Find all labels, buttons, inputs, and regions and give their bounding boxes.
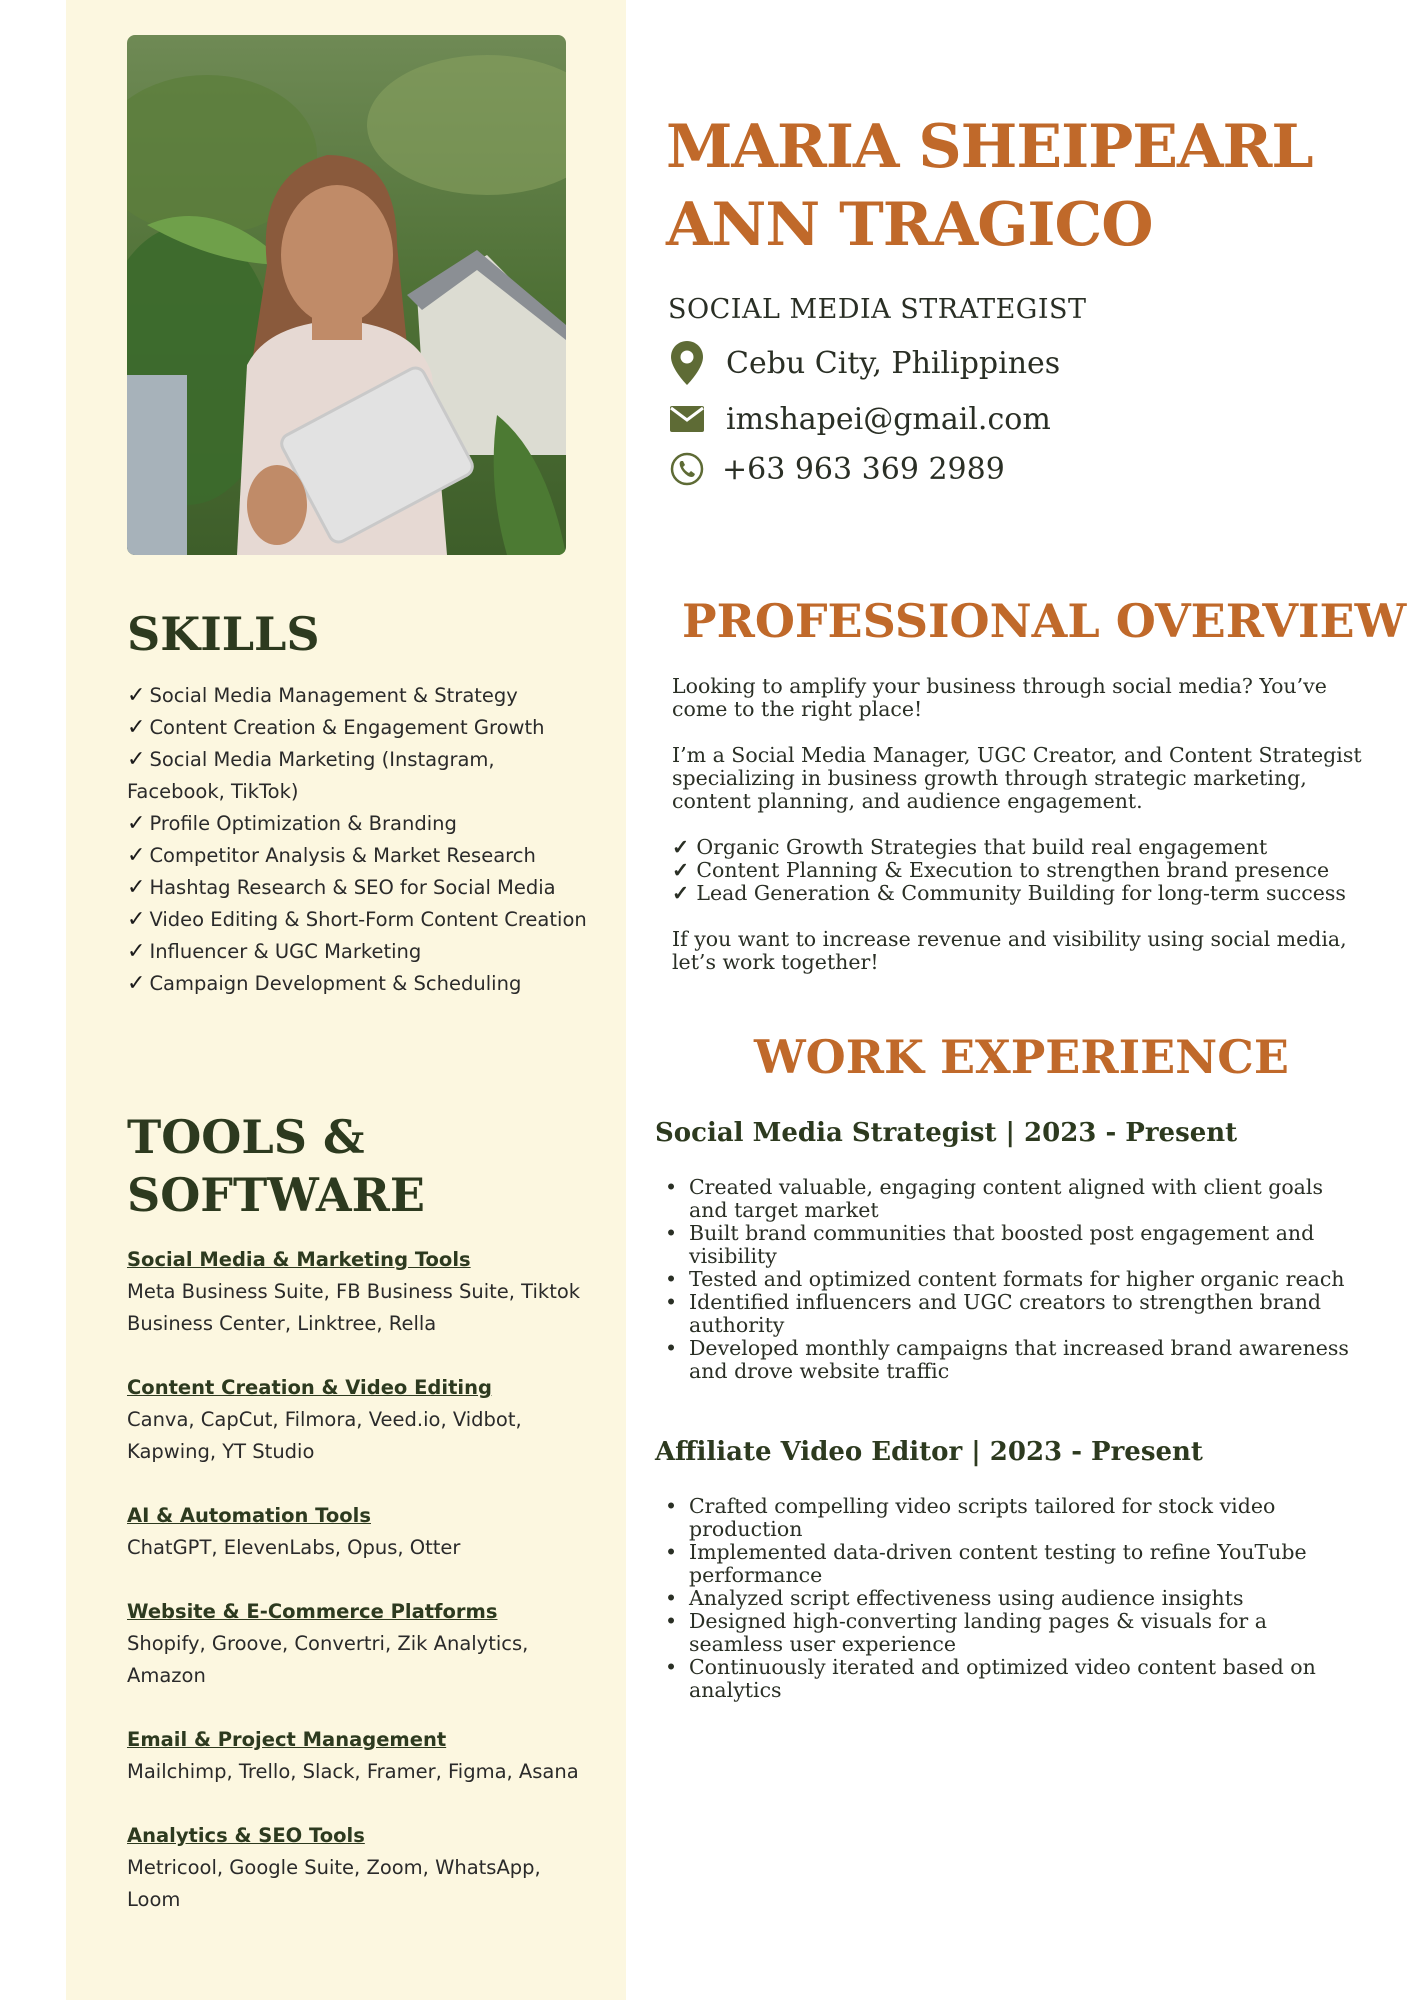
tools-heading-line1: TOOLS & <box>127 1110 365 1164</box>
job-point: • Created valuable, engaging content aligned with client goals and target market <box>655 1176 1360 1222</box>
tool-group <box>127 1820 597 1916</box>
tool-category: Website & E-Commerce Platforms <box>127 1600 498 1623</box>
tool-items: Canva, CapCut, Filmora, Veed.io, Vidbot, Kapwing, YT Studio <box>127 1408 522 1463</box>
tool-group <box>127 1372 597 1468</box>
tools-heading-line2: SOFTWARE <box>127 1168 425 1222</box>
job-point: • Analyzed script effectiveness using audience insights <box>655 1587 1360 1610</box>
overview-bullet <box>672 859 1372 882</box>
overview-bullet <box>672 836 1372 859</box>
job-role: SOCIAL MEDIA STRATEGIST <box>668 294 1087 325</box>
email-text[interactable]: imshapei@gmail.com <box>726 401 1051 437</box>
phone-row <box>668 450 1005 488</box>
location-row <box>668 344 1060 382</box>
overview-heading: PROFESSIONAL OVERVIEW <box>682 594 1407 648</box>
tools-heading <box>127 1108 425 1224</box>
skill-text: Content Creation & Engagement Growth <box>149 716 545 739</box>
experience-heading: WORK EXPERIENCE <box>754 1030 1289 1084</box>
overview-bullets <box>672 836 1372 905</box>
tool-group <box>127 1724 597 1788</box>
skill-text: Influencer & UGC Marketing <box>149 940 422 963</box>
check-icon: ✓ <box>672 858 697 882</box>
overview-bullet-text: Lead Generation & Community Building for long-term success <box>696 881 1346 905</box>
location-text: Cebu City, Philippines <box>726 345 1061 381</box>
tool-group <box>127 1596 597 1692</box>
profile-photo <box>127 35 566 555</box>
check-icon: ✓ <box>127 875 146 900</box>
overview-body <box>672 675 1372 997</box>
job-title-1: Social Media Strategist | 2023 - Present <box>655 1118 1238 1148</box>
phone-text[interactable]: +63 963 369 2989 <box>722 451 1005 487</box>
job-point: • Identified influencers and UGC creators to strengthen brand authority <box>655 1291 1360 1337</box>
overview-para2: I’m a Social Media Manager, UGC Creator, and Content Strategist specializing in business growth through strategic marketing, content planning, and audience engagement. <box>672 743 1362 813</box>
tool-items: Metricool, Google Suite, Zoom, WhatsApp, Loom <box>127 1856 541 1911</box>
skills-list <box>127 680 587 1000</box>
skill-text: Social Media Marketing (Instagram, Facebook, TikTok) <box>127 748 495 803</box>
check-icon: ✓ <box>127 971 146 996</box>
tool-group <box>127 1244 597 1340</box>
job-point: • Continuously iterated and optimized video content based on analytics <box>655 1656 1360 1702</box>
check-icon: ✓ <box>127 715 146 740</box>
job-title-2: Affiliate Video Editor | 2023 - Present <box>655 1437 1203 1467</box>
skill-text: Hashtag Research & SEO for Social Media <box>149 876 556 899</box>
job-point: • Tested and optimized content formats for higher organic reach <box>655 1268 1360 1291</box>
skill-item <box>127 904 587 936</box>
overview-para1: Looking to amplify your business through social media? You’ve come to the right place! <box>672 674 1327 721</box>
overview-bullet-text: Organic Growth Strategies that build real engagement <box>696 835 1268 859</box>
job-points-2 <box>655 1495 1360 1702</box>
job-point: • Crafted compelling video scripts tailored for stock video production <box>655 1495 1360 1541</box>
job-point: • Built brand communities that boosted post engagement and visibility <box>655 1222 1360 1268</box>
tool-items: Shopify, Groove, Convertri, Zik Analytics, Amazon <box>127 1632 529 1687</box>
map-pin-icon <box>668 344 706 382</box>
skills-heading: SKILLS <box>127 607 320 661</box>
job-points-1 <box>655 1176 1360 1383</box>
name-line2: ANN TRAGICO <box>666 190 1153 260</box>
skill-item <box>127 712 587 744</box>
skill-item <box>127 936 587 968</box>
overview-bullet-text: Content Planning & Execution to strengthen brand presence <box>696 858 1330 882</box>
skill-text: Profile Optimization & Branding <box>149 812 457 835</box>
name-line1: MARIA SHEIPEARL <box>666 112 1313 182</box>
tool-category: AI & Automation Tools <box>127 1504 371 1527</box>
tool-category: Analytics & SEO Tools <box>127 1824 365 1847</box>
tool-items: ChatGPT, ElevenLabs, Opus, Otter <box>127 1536 461 1559</box>
check-icon: ✓ <box>672 881 697 905</box>
job-point: • Implemented data-driven content testing to refine YouTube performance <box>655 1541 1360 1587</box>
check-icon: ✓ <box>127 747 146 772</box>
skill-text: Competitor Analysis & Market Research <box>149 844 536 867</box>
candidate-name <box>666 108 1366 264</box>
email-row <box>668 400 1051 438</box>
job-point: • Designed high-converting landing pages & visuals for a seamless user experience <box>655 1610 1360 1656</box>
tool-category: Social Media & Marketing Tools <box>127 1248 471 1271</box>
check-icon: ✓ <box>127 683 146 708</box>
tool-group <box>127 1500 597 1564</box>
overview-bullet <box>672 882 1372 905</box>
skill-item <box>127 744 587 808</box>
check-icon: ✓ <box>127 939 146 964</box>
check-icon: ✓ <box>127 907 146 932</box>
tool-category: Content Creation & Video Editing <box>127 1376 492 1399</box>
skill-item <box>127 680 587 712</box>
skill-text: Video Editing & Short-Form Content Creation <box>149 908 587 931</box>
tool-category: Email & Project Management <box>127 1728 447 1751</box>
phone-icon <box>668 450 706 488</box>
check-icon: ✓ <box>127 811 146 836</box>
skill-item <box>127 872 587 904</box>
skill-item <box>127 840 587 872</box>
skill-text: Social Media Management & Strategy <box>149 684 518 707</box>
overview-para3: If you want to increase revenue and visibility using social media, let’s work together! <box>672 927 1347 974</box>
tool-items: Meta Business Suite, FB Business Suite, Tiktok Business Center, Linktree, Rella <box>127 1280 581 1335</box>
tool-items: Mailchimp, Trello, Slack, Framer, Figma, Asana <box>127 1760 579 1783</box>
envelope-icon <box>668 400 706 438</box>
check-icon: ✓ <box>127 843 146 868</box>
skill-item <box>127 808 587 840</box>
check-icon: ✓ <box>672 835 697 859</box>
skill-item <box>127 968 587 1000</box>
tools-list <box>127 1244 597 1948</box>
skill-text: Campaign Development & Scheduling <box>149 972 522 995</box>
job-point: • Developed monthly campaigns that increased brand awareness and drove website traffic <box>655 1337 1360 1383</box>
